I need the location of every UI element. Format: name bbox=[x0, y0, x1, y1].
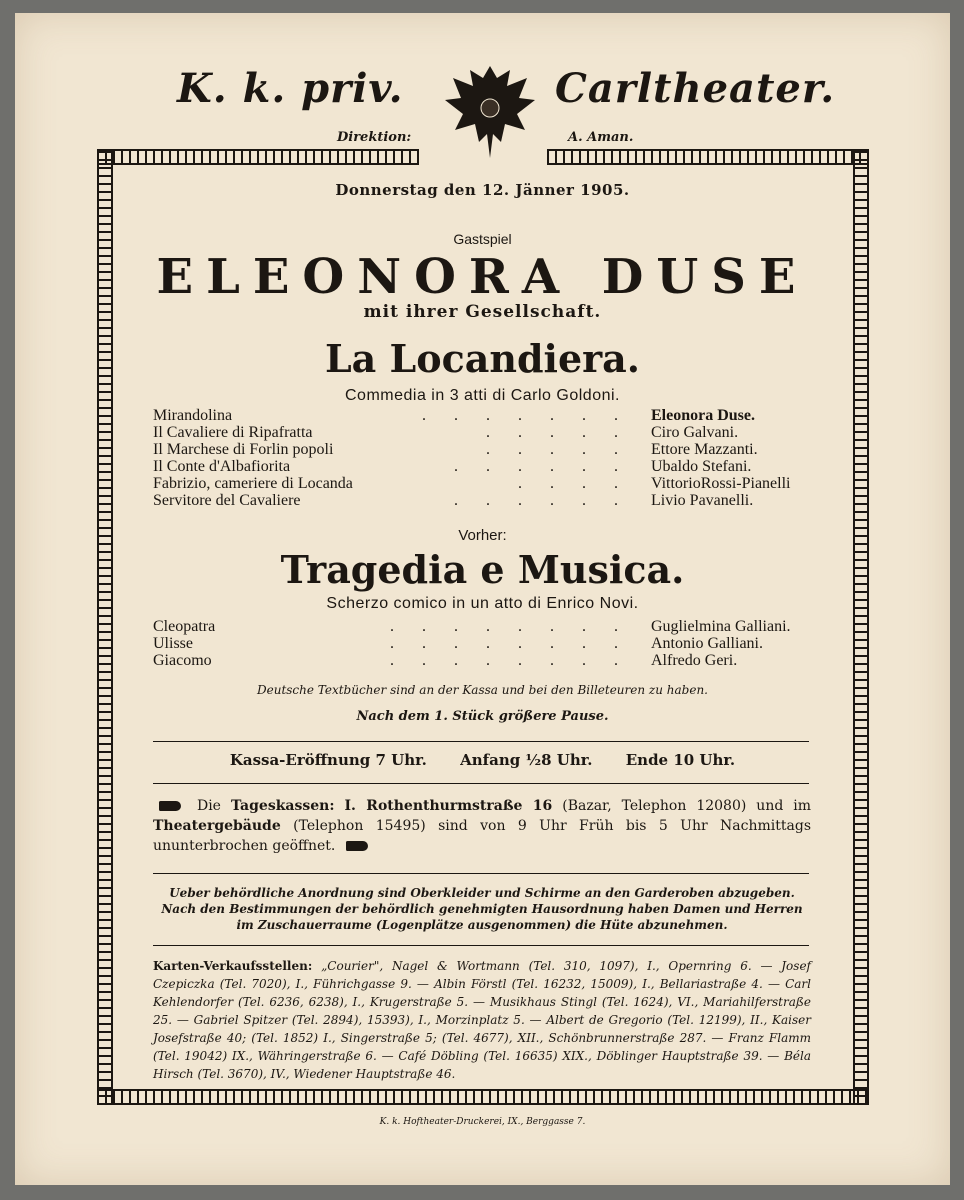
divider bbox=[153, 783, 809, 784]
cast-actor: VittorioRossi-Pianelli bbox=[651, 475, 791, 492]
divider bbox=[153, 741, 809, 742]
play1-cast-list bbox=[153, 407, 833, 509]
kassen-address: I. Rothenthurmstraße 16 bbox=[344, 798, 553, 814]
cloakroom-notice: Ueber behördliche Anordnung sind Oberkleider und Schirme an den Garderoben abzugeben. Nach den Bestimmungen der behördlich genehmigten Hausordnung haben Damen und Herren im Zuschauerraume (Logenplätze ausgenommen) die Hüte abzunehmen. bbox=[161, 886, 803, 932]
playbill-sheet bbox=[15, 13, 950, 1185]
theater-title-right: Carltheater. bbox=[555, 65, 836, 112]
direktion-name: A. Aman. bbox=[568, 130, 634, 145]
cast-row: Fabrizio, cameriere di Locanda . . . . VittorioRossi-Pianelli bbox=[153, 475, 791, 492]
cast-role: Il Conte d'Albafiorita bbox=[153, 458, 291, 475]
kassen-intro: Die bbox=[196, 798, 221, 814]
cast-role: Giacomo bbox=[153, 652, 212, 669]
box-office-info bbox=[153, 796, 811, 856]
kassen-rest2: (Telephon 15495) sind von 9 Uhr Früh bis 5 Uhr Nachmittags ununterbrochen geöffnet. bbox=[153, 818, 811, 854]
cast-role: Cleopatra bbox=[153, 618, 216, 635]
cast-row: Giacomo . . . . . . . . Alfredo Geri. bbox=[153, 652, 738, 669]
cast-role: Servitore del Cavaliere bbox=[153, 492, 301, 509]
cast-role: Fabrizio, cameriere di Locanda bbox=[153, 475, 353, 492]
play2-cast-list bbox=[153, 618, 833, 669]
kassa-opening: Kassa-Eröffnung 7 Uhr. bbox=[229, 751, 427, 769]
outlets-text: „Courier", Nagel & Wortmann (Tel. 310, 1097), I., Opernring 6. — Josef Czepiczka (Tel. 7020), I., Führichgasse 9. — Albin Förstl (Tel. 16232, 15009), I., Bellariastraße 4. — Carl Kehlendorfer (Tel. 6236, 6238), I., Krugerstraße 5. — Musikhaus Stingl (Tel. 1624), VI., Mariahilferstraße 25. — Gabriel Spitzer (Tel. 2894), 15393), I., Morzinplatz 5. — Albert de Gregorio (Tel. 12199), II., Kaiser Josefstraße 40; (Tel. 1852) I., Singerstraße 5; (Tel. 4677), XII., Schönbrunnerstraße 287. — Franz Flamm (Tel. 19042) IX., Währingerstraße 6. — Café Döbling (Tel. 16635) XIX., Döblinger Hauptstraße 39. — Béla Hirsch (Tel. 3670), IV., Wiedener Hauptstraße 46. bbox=[153, 959, 811, 1081]
start-time: Anfang ½8 Uhr. bbox=[460, 751, 593, 769]
theater-title-left: K. k. priv. bbox=[177, 65, 404, 112]
play1-title: La Locandiera. bbox=[324, 336, 641, 381]
pause-note: Nach dem 1. Stück größere Pause. bbox=[356, 709, 609, 724]
kassen-building: Theatergebäude bbox=[153, 818, 281, 834]
kassen-label: Tageskassen: bbox=[230, 798, 335, 814]
play2-title: Tragedia e Musica. bbox=[280, 547, 685, 592]
cast-actor: Antonio Galliani. bbox=[651, 635, 763, 652]
play2-subtitle: Scherzo comico in un atto di Enrico Novi. bbox=[326, 595, 639, 612]
textbooks-note: Deutsche Textbücher sind an der Kassa und bei den Billeteuren zu haben. bbox=[257, 683, 708, 697]
cast-actor: Ubaldo Stefani. bbox=[651, 458, 752, 475]
pointing-hand-icon bbox=[346, 841, 368, 851]
cast-row: Il Cavaliere di Ripafratta . . . . . Ciro Galvani. bbox=[153, 424, 739, 441]
cast-actor: Ciro Galvani. bbox=[651, 424, 739, 441]
cast-row: Il Conte d'Albafiorita . . . . . . Ubaldo Stefani. bbox=[153, 458, 752, 475]
direktion-label: Direktion: bbox=[337, 130, 412, 145]
cast-role: Ulisse bbox=[153, 635, 193, 652]
pointing-hand-icon bbox=[159, 801, 181, 811]
kassen-rest1: (Bazar, Telephon 12080) und im bbox=[562, 798, 812, 814]
cast-row: Ulisse . . . . . . . . Antonio Galliani. bbox=[153, 635, 763, 652]
cast-actor: Eleonora Duse. bbox=[651, 407, 755, 424]
outlets-label: Karten-Verkaufsstellen: bbox=[153, 959, 313, 973]
cast-actor: Ettore Mazzanti. bbox=[651, 441, 758, 458]
cast-role: Mirandolina bbox=[153, 407, 233, 424]
cast-actor: Livio Pavanelli. bbox=[651, 492, 754, 509]
divider bbox=[153, 945, 809, 946]
cast-row: Il Marchese di Forlin popoli . . . . . Ettore Mazzanti. bbox=[153, 441, 758, 458]
cast-row: Servitore del Cavaliere . . . . . . Livio Pavanelli. bbox=[153, 492, 754, 509]
play1-subtitle: Commedia in 3 atti di Carlo Goldoni. bbox=[344, 387, 620, 404]
ticket-outlets bbox=[153, 957, 811, 1083]
star-name: ELEONORA DUSE bbox=[156, 249, 809, 305]
company-line: mit ihrer Gesellschaft. bbox=[363, 302, 602, 322]
cast-role: Il Cavaliere di Ripafratta bbox=[153, 424, 313, 441]
end-time: Ende 10 Uhr. bbox=[625, 751, 736, 769]
cast-actor: Alfredo Geri. bbox=[651, 652, 738, 669]
printer-imprint: K. k. Hoftheater-Druckerei, IX., Berggasse 7. bbox=[379, 1117, 586, 1127]
times-line bbox=[15, 751, 950, 769]
cast-actor: Guglielmina Galliani. bbox=[651, 618, 791, 635]
cast-row: Mirandolina . . . . . . . Eleonora Duse. bbox=[153, 407, 755, 424]
gastspiel-label: Gastspiel bbox=[453, 231, 512, 247]
performance-date: Donnerstag den 12. Jänner 1905. bbox=[335, 181, 630, 199]
cast-row: Cleopatra . . . . . . . . Guglielmina Galliani. bbox=[153, 618, 791, 635]
divider bbox=[153, 873, 809, 874]
vorher-label: Vorher: bbox=[458, 527, 507, 544]
cast-role: Il Marchese di Forlin popoli bbox=[153, 441, 334, 458]
